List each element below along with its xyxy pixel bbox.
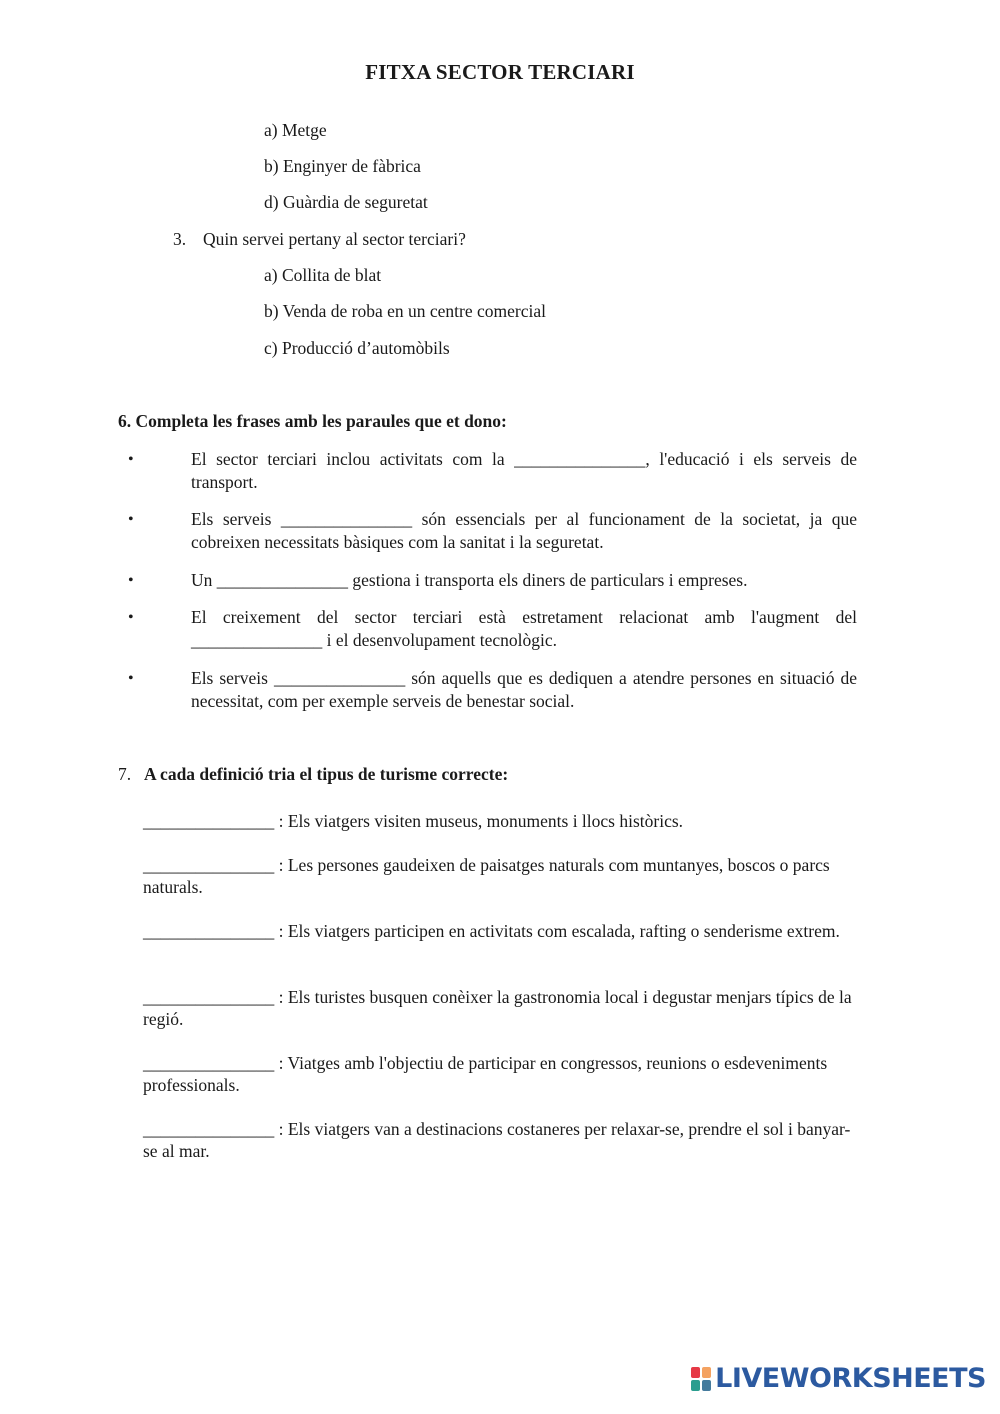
- bullet-icon: •: [128, 451, 134, 468]
- section7-heading: A cada definició tria el tipus de turisme correcte:: [144, 764, 509, 784]
- logo-square: [702, 1380, 711, 1391]
- section7-definition: _______________ : Viatges amb l'objectiu de participar en congressos, reunions o esdeveniments professionals.: [143, 1053, 828, 1095]
- logo-square: [691, 1367, 700, 1378]
- section7-definition: _______________ : Els viatgers van a destinacions costaneres per relaxar-se, prendre el sol i banyar-se al mar.: [143, 1119, 851, 1161]
- section7-definition: _______________ : Les persones gaudeixen de paisatges naturals com muntanyes, boscos o parcs naturals.: [143, 855, 830, 897]
- section7-definition: _______________ : Els viatgers visiten museus, monuments i llocs històrics.: [143, 811, 684, 831]
- q2-option-d: d) Guàrdia de seguretat: [264, 192, 428, 212]
- section6-item-text: Un _______________ gestiona i transporta els diners de particulars i empreses.: [191, 570, 748, 590]
- q3-option-a: a) Collita de blat: [264, 265, 382, 285]
- q3-question: Quin servei pertany al sector terciari?: [203, 229, 466, 249]
- section6-heading: 6. Completa les frases amb les paraules que et dono:: [118, 411, 507, 431]
- q3-option-b: b) Venda de roba en un centre comercial: [264, 301, 546, 321]
- section7-definition: _______________ : Els turistes busquen conèixer la gastronomia local i degustar menjars típics de la regió.: [143, 987, 852, 1029]
- section6-item-text: Els serveis _______________ són essencials per al funcionament de la societat, ja que cobreixen necessitats bàsiques com la sanitat i la seguretat.: [191, 509, 857, 552]
- section6-item-text: El creixement del sector terciari està estretament relacionat amb l'augment del _______________ i el desenvolupament tecnològic.: [191, 607, 857, 650]
- section7-number: 7.: [118, 764, 132, 784]
- bullet-icon: •: [128, 511, 134, 528]
- q2-option-a: a) Metge: [264, 120, 327, 140]
- liveworksheets-logo-text: LIVEWORKSHEETS: [715, 1363, 986, 1394]
- liveworksheets-logo: [691, 1363, 986, 1394]
- bullet-icon: •: [128, 609, 134, 626]
- section6-item-text: Els serveis _______________ són aquells que es dediquen a atendre persones en situació de necessitat, com per exemple serveis de benestar social.: [191, 668, 857, 711]
- q3-option-c: c) Producció d’automòbils: [264, 338, 450, 358]
- liveworksheets-logo-icon: [691, 1367, 711, 1391]
- section6-item-text: El sector terciari inclou activitats com la _______________, l'educació i els serveis de transport.: [191, 449, 857, 492]
- q2-option-b: b) Enginyer de fàbrica: [264, 156, 421, 176]
- q3-number: 3.: [173, 229, 187, 249]
- bullet-icon: •: [128, 572, 134, 589]
- logo-square: [691, 1380, 700, 1391]
- page-title: FITXA SECTOR TERCIARI: [365, 60, 635, 84]
- section7-definition: _______________ : Els viatgers participen en activitats com escalada, rafting o senderisme extrem.: [143, 921, 840, 941]
- logo-square: [702, 1367, 711, 1378]
- bullet-icon: •: [128, 670, 134, 687]
